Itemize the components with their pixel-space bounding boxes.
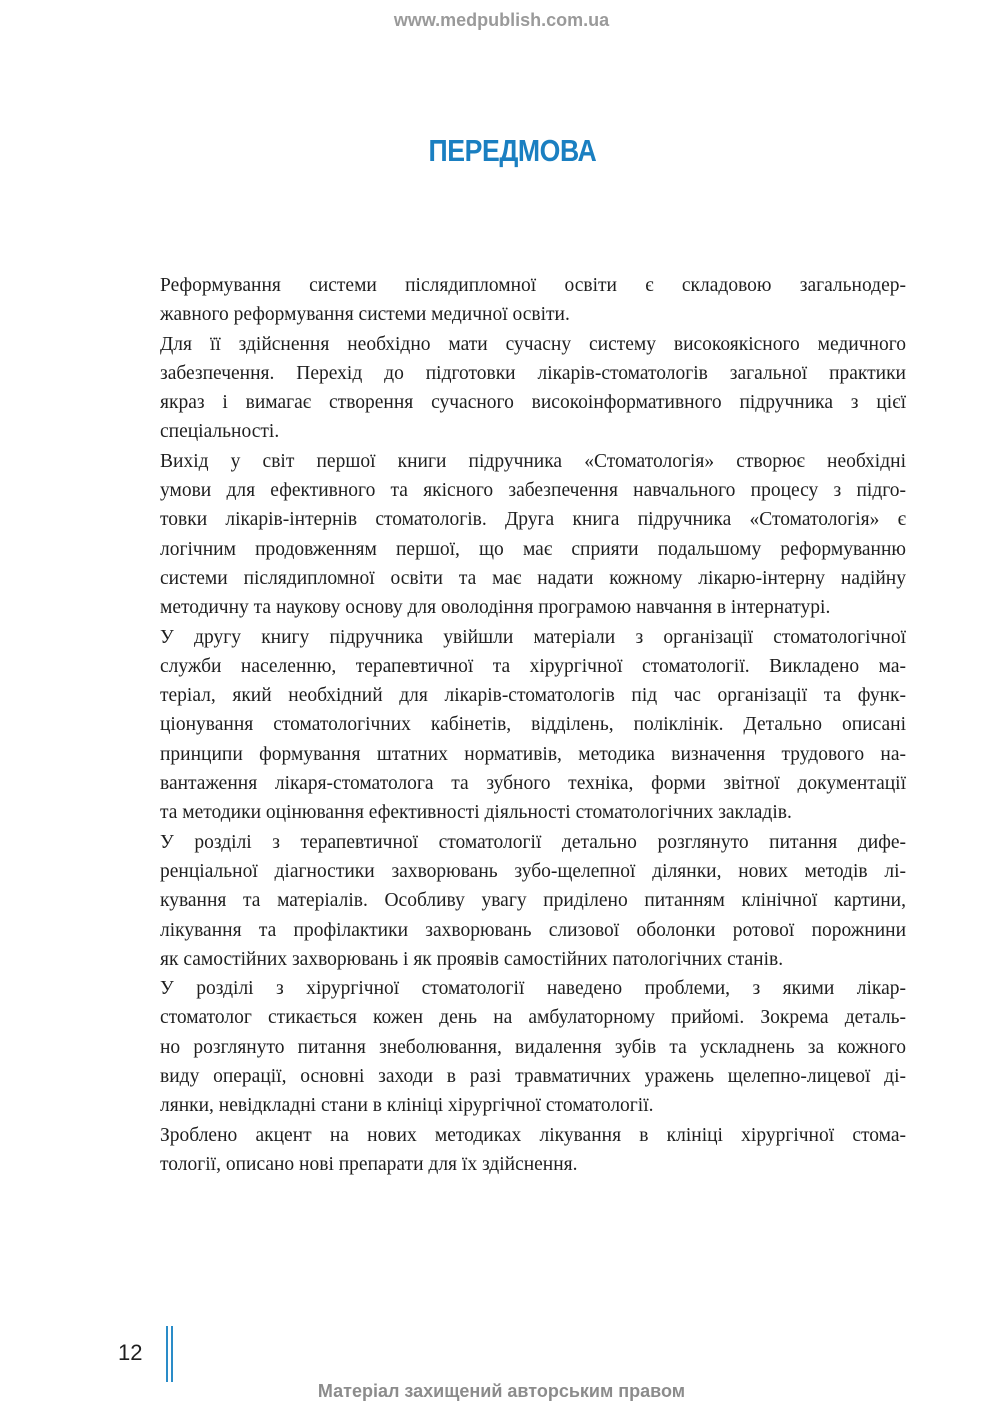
copyright-notice: Матеріал захищений авторським правом: [317, 1381, 686, 1401]
margin-rule: [166, 1326, 174, 1382]
paragraph: [118, 974, 906, 1120]
text-line: ренціальної діагностики захворювань зубо-щелепної ділянки, нових методів лі-: [160, 860, 906, 882]
text-line: системи післядипломної освіти та має надати кожному лікарю-інтерну надійну: [160, 567, 906, 589]
text-line: умови для ефективного та якісного забезпечення навчального процесу з підго-: [160, 480, 906, 502]
page-number: 12: [118, 1340, 143, 1365]
paragraph: [118, 623, 906, 828]
paragraph: [118, 271, 906, 330]
text-line: Вихід у світ першої книги підручника «Стоматологія» створює необхідні: [160, 450, 906, 472]
text-line: логічним продовженням першої, що має сприяти подальшому реформуванню: [160, 538, 906, 560]
text-line: товки лікарів-інтернів стоматологів. Друга книга підручника «Стоматологія» є: [160, 509, 906, 531]
text-line: спеціальності.: [160, 421, 280, 443]
text-line: стоматолог стикається кожен день на амбулаторному прийомі. Зокрема деталь-: [160, 1007, 906, 1029]
text-line: Реформування системи післядипломної освіти є складовою загальнодер-: [160, 275, 906, 296]
text-line: методичну та наукову основу для оволодіння програмою навчання в інтернатурі.: [160, 597, 831, 619]
text-line: жавного реформування системи медичної освіти.: [160, 304, 570, 326]
text-line: ціонування стоматологічних кабінетів, відділень, поліклінік. Детально описані: [160, 714, 906, 736]
text-line: Зроблено акцент на нових методиках лікування в клініці хірургічної стома-: [160, 1124, 906, 1146]
text-line: як самостійних захворювань і як проявів самостійних патологічних станів.: [160, 948, 784, 970]
rule-line: [166, 1326, 168, 1382]
header-url: www.medpublish.com.ua: [393, 10, 610, 30]
rule-line: [171, 1326, 173, 1382]
text-line: лікування та профілактики захворювань слизової оболонки ротової порожнини: [160, 919, 906, 941]
preface-body: [118, 271, 906, 1179]
text-line: забезпечення. Перехід до підготовки лікарів-стоматологів загальної практики: [160, 362, 906, 384]
text-line: лянки, невідкладні стани в клініці хірургічної стоматології.: [160, 1095, 654, 1117]
text-line: служби населенню, терапевтичної та хірургічної стоматології. Викладено ма-: [160, 655, 906, 677]
text-line: У розділі з терапевтичної стоматології детально розглянуто питання дифе-: [160, 831, 906, 853]
text-line: принципи формування штатних нормативів, методика визначення трудового на-: [160, 743, 906, 765]
paragraph: [118, 1121, 906, 1180]
text-line: кування та матеріалів. Особливу увагу приділено питанням клінічної картини,: [160, 890, 906, 912]
text-line: та методики оцінювання ефективності діяльності стоматологічних закладів.: [160, 802, 792, 824]
paragraph: [118, 447, 906, 623]
text-line: виду операції, основні заходи в разі травматичних уражень щелепно-лицевої ді-: [160, 1066, 906, 1088]
text-line: Для її здійснення необхідно мати сучасну систему високоякісного медичного: [160, 333, 906, 355]
text-line: У другу книгу підручника увійшли матеріали з організації стоматологічної: [160, 626, 906, 648]
text-line: У розділі з хірургічної стоматології наведено проблеми, з якими лікар-: [160, 978, 906, 1000]
paragraph: [118, 330, 906, 447]
page-title: ПЕРЕДМОВА: [428, 133, 597, 168]
paragraph: [118, 828, 906, 974]
text-line: тології, описано нові препарати для їх здійснення.: [160, 1153, 578, 1175]
text-line: теріал, який необхідний для лікарів-стоматологів під час організації та функ-: [160, 685, 906, 707]
text-line: якраз і вимагає створення сучасного високоінформативного підручника з цієї: [160, 392, 906, 414]
text-line: но розглянуто питання знеболювання, видалення зубів та ускладнень за кожного: [160, 1036, 906, 1058]
text-line: вантаження лікаря-стоматолога та зубного техніка, форми звітної документації: [160, 773, 906, 795]
